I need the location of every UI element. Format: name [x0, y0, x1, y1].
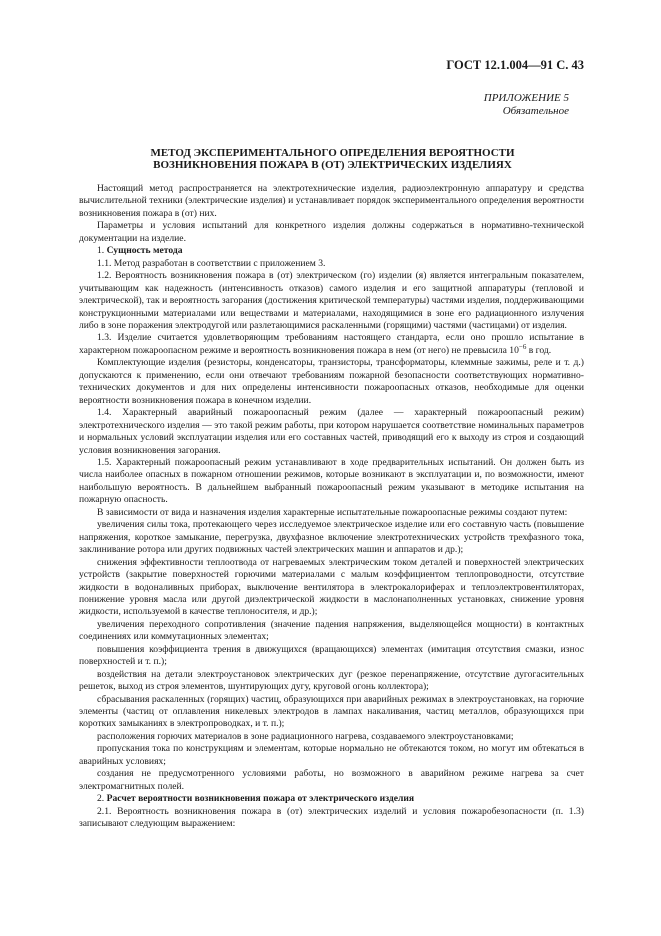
appendix-status: Обязательное [502, 105, 569, 117]
page-header: ГОСТ 12.1.004—91 С. 43 [446, 58, 584, 72]
section-title: Расчет вероятности возникновения пожара от электрического изделия [106, 793, 415, 805]
section-heading-2 [79, 793, 584, 805]
document-title [80, 147, 585, 171]
document-body [79, 183, 584, 831]
list-item: создания не предусмотренного условиями работы, но возможного в аварийном режиме нагрева за счет электромагнитных полей. [79, 768, 584, 792]
section-heading-1 [79, 245, 584, 257]
title-line-2: ВОЗНИКНОВЕНИЯ ПОЖАРА В (ОТ) ЭЛЕКТРИЧЕСКИХ ИЗДЕЛИЯХ [153, 159, 512, 171]
section-title: Сущность метода [106, 245, 183, 257]
paragraph: Настоящий метод распространяется на электротехнические изделия, радиоэлектронную аппаратуру и средства вычислительной техники (электрические изделия) и устанавливает порядок экспериментального определения вероятности возникновения пожара в (от) них. [79, 183, 584, 219]
paragraph: Параметры и условия испытаний для конкретного изделия должны содержаться в нормативно-технической документации на изделие. [79, 220, 584, 244]
list-item: повышения коэффициента трения в движущихся (вращающихся) элементах (имитация отсутствия смазки, износ поверхностей и т. п.); [79, 643, 584, 668]
paragraph: 1.5. Характерный пожароопасный режим устанавливают в ходе предварительных испытаний. Он должен быть из числа наиболее опасных в пожарном отношении режимов, которые возникают в эксплуатации и, по возможности, имеют наибольшую вероятность. В дальнейшем выбранный пожароопасный режим указывают в методике испытания на пожарную опасность. [79, 456, 584, 506]
paragraph: 1.1. Метод разработан в соответствии с приложением 3. [97, 257, 326, 269]
list-item: сбрасывания раскаленных (горящих) частиц, образующихся при аварийных режимах в электроустановках, на горючие элементы (частиц от оплавления никелевых электродов в лампах накаливания, частиц металлов, образующихся при коротких замыканиях в электропроводках, и т. п.); [79, 693, 584, 730]
paragraph: Комплектующие изделия (резисторы, конденсаторы, транзисторы, трансформаторы, клеммные зажимы, реле и т. д.) допускаются к применению, если они отвечают требованиям пожарной безопасности соответствующих нормативно-технических документов и для них определены интенсивности пожароопасных отказов, необходимые для оценки вероятности возникновения пожара в конечном изделии. [79, 357, 584, 406]
section-number: 2. [97, 793, 105, 805]
appendix-label [484, 92, 569, 118]
paragraph: 1.4. Характерный аварийный пожароопасный режим (далее — характерный пожароопасный режим) электротехнического изделия — это такой режим работы, при котором нарушается соответствие номинальных параметров и нормальных условий эксплуатации изделия или его составных частей, приводящий его к выходу из строя и создающий условия возникновения загорания. [79, 407, 584, 456]
appendix-number: ПРИЛОЖЕНИЕ 5 [483, 92, 569, 104]
list-item: пропускания тока по конструкциям и элементам, которые нормально не обтекаются током, но могут им обтекаться в аварийных условиях; [79, 743, 584, 767]
exponent: −6 [518, 342, 527, 351]
paragraph: 1.2. Вероятность возникновения пожара в (от) электрическом (го) изделии (я) является интегральным показателем, учитывающим как надежность (интенсивность отказов) самого изделия и его защитной аппаратуры (тепловой и электрической), так и вероятность загорания (достижения критической температуры) частями изделия, поддерживающими конструкционными материалами или веществами и материалами, находящимися в зоне его радиационного излучения либо в зоне поражения электродугой или разлетающимися раскаленными (горящими) частями (частицами) от изделия. [79, 270, 584, 331]
list-item: увеличения силы тока, протекающего через исследуемое электрическое изделие или его составную часть (повышение напряжения, короткое замыкание, перегрузка, двухфазное включение электротехнических устройств трехфазного тока, заклинивание ротора или других подвижных частей электрических машин и аппаратов и др.); [79, 519, 584, 556]
paragraph: В зависимости от вида и назначения изделия характерные испытательные пожароопасные режимы создают путем: [97, 506, 568, 518]
section-number: 1. [97, 245, 105, 257]
list-item: расположения горючих материалов в зоне радиационного нагрева, создаваемого электроустановками; [97, 730, 514, 742]
paragraph [79, 332, 584, 357]
list-item: снижения эффективности теплоотвода от нагреваемых электрическим током деталей и поверхностей электрических устройств (закрытие поверхностей горючими материалами с малым коэффициентом теплопроводности, отсутствие жидкости в водоналивных приборах, выключение вентилятора в электрокалориферах и теплоэлектровентиляторах, понижение уровня масла или другой диэлектрической жидкости в маслонаполненных установках, снижение уровня жидкости, используемой в качестве теплоносителя, и др.); [79, 556, 584, 618]
paragraph-text: 1.3. Изделие считается удовлетворяющим требованиям настоящего стандарта, если оно прошло испытание в характерном пожароопасном режиме и вероятность возникновения пожара в нем (от него) не превысила 10 [79, 332, 584, 356]
list-item: увеличения переходного сопротивления (значение падения напряжения, выделяющейся мощности) в контактных соединениях или коммутационных элементах; [79, 618, 584, 643]
paragraph-text: в год. [526, 344, 552, 356]
title-line-1: МЕТОД ЭКСПЕРИМЕНТАЛЬНОГО ОПРЕДЕЛЕНИЯ ВЕРОЯТНОСТИ [150, 147, 515, 159]
list-item: воздействия на детали электроустановок электрических дуг (резкое перенапряжение, отсутствие дугогасительных решеток, выход из строя элементов, шунтирующих дугу, круговой огонь коллектора); [79, 668, 584, 693]
paragraph: 2.1. Вероятность возникновения пожара в (от) электрических изделий и условия пожаробезопасности (п. 1.3) записывают следующим выражением: [79, 805, 584, 830]
